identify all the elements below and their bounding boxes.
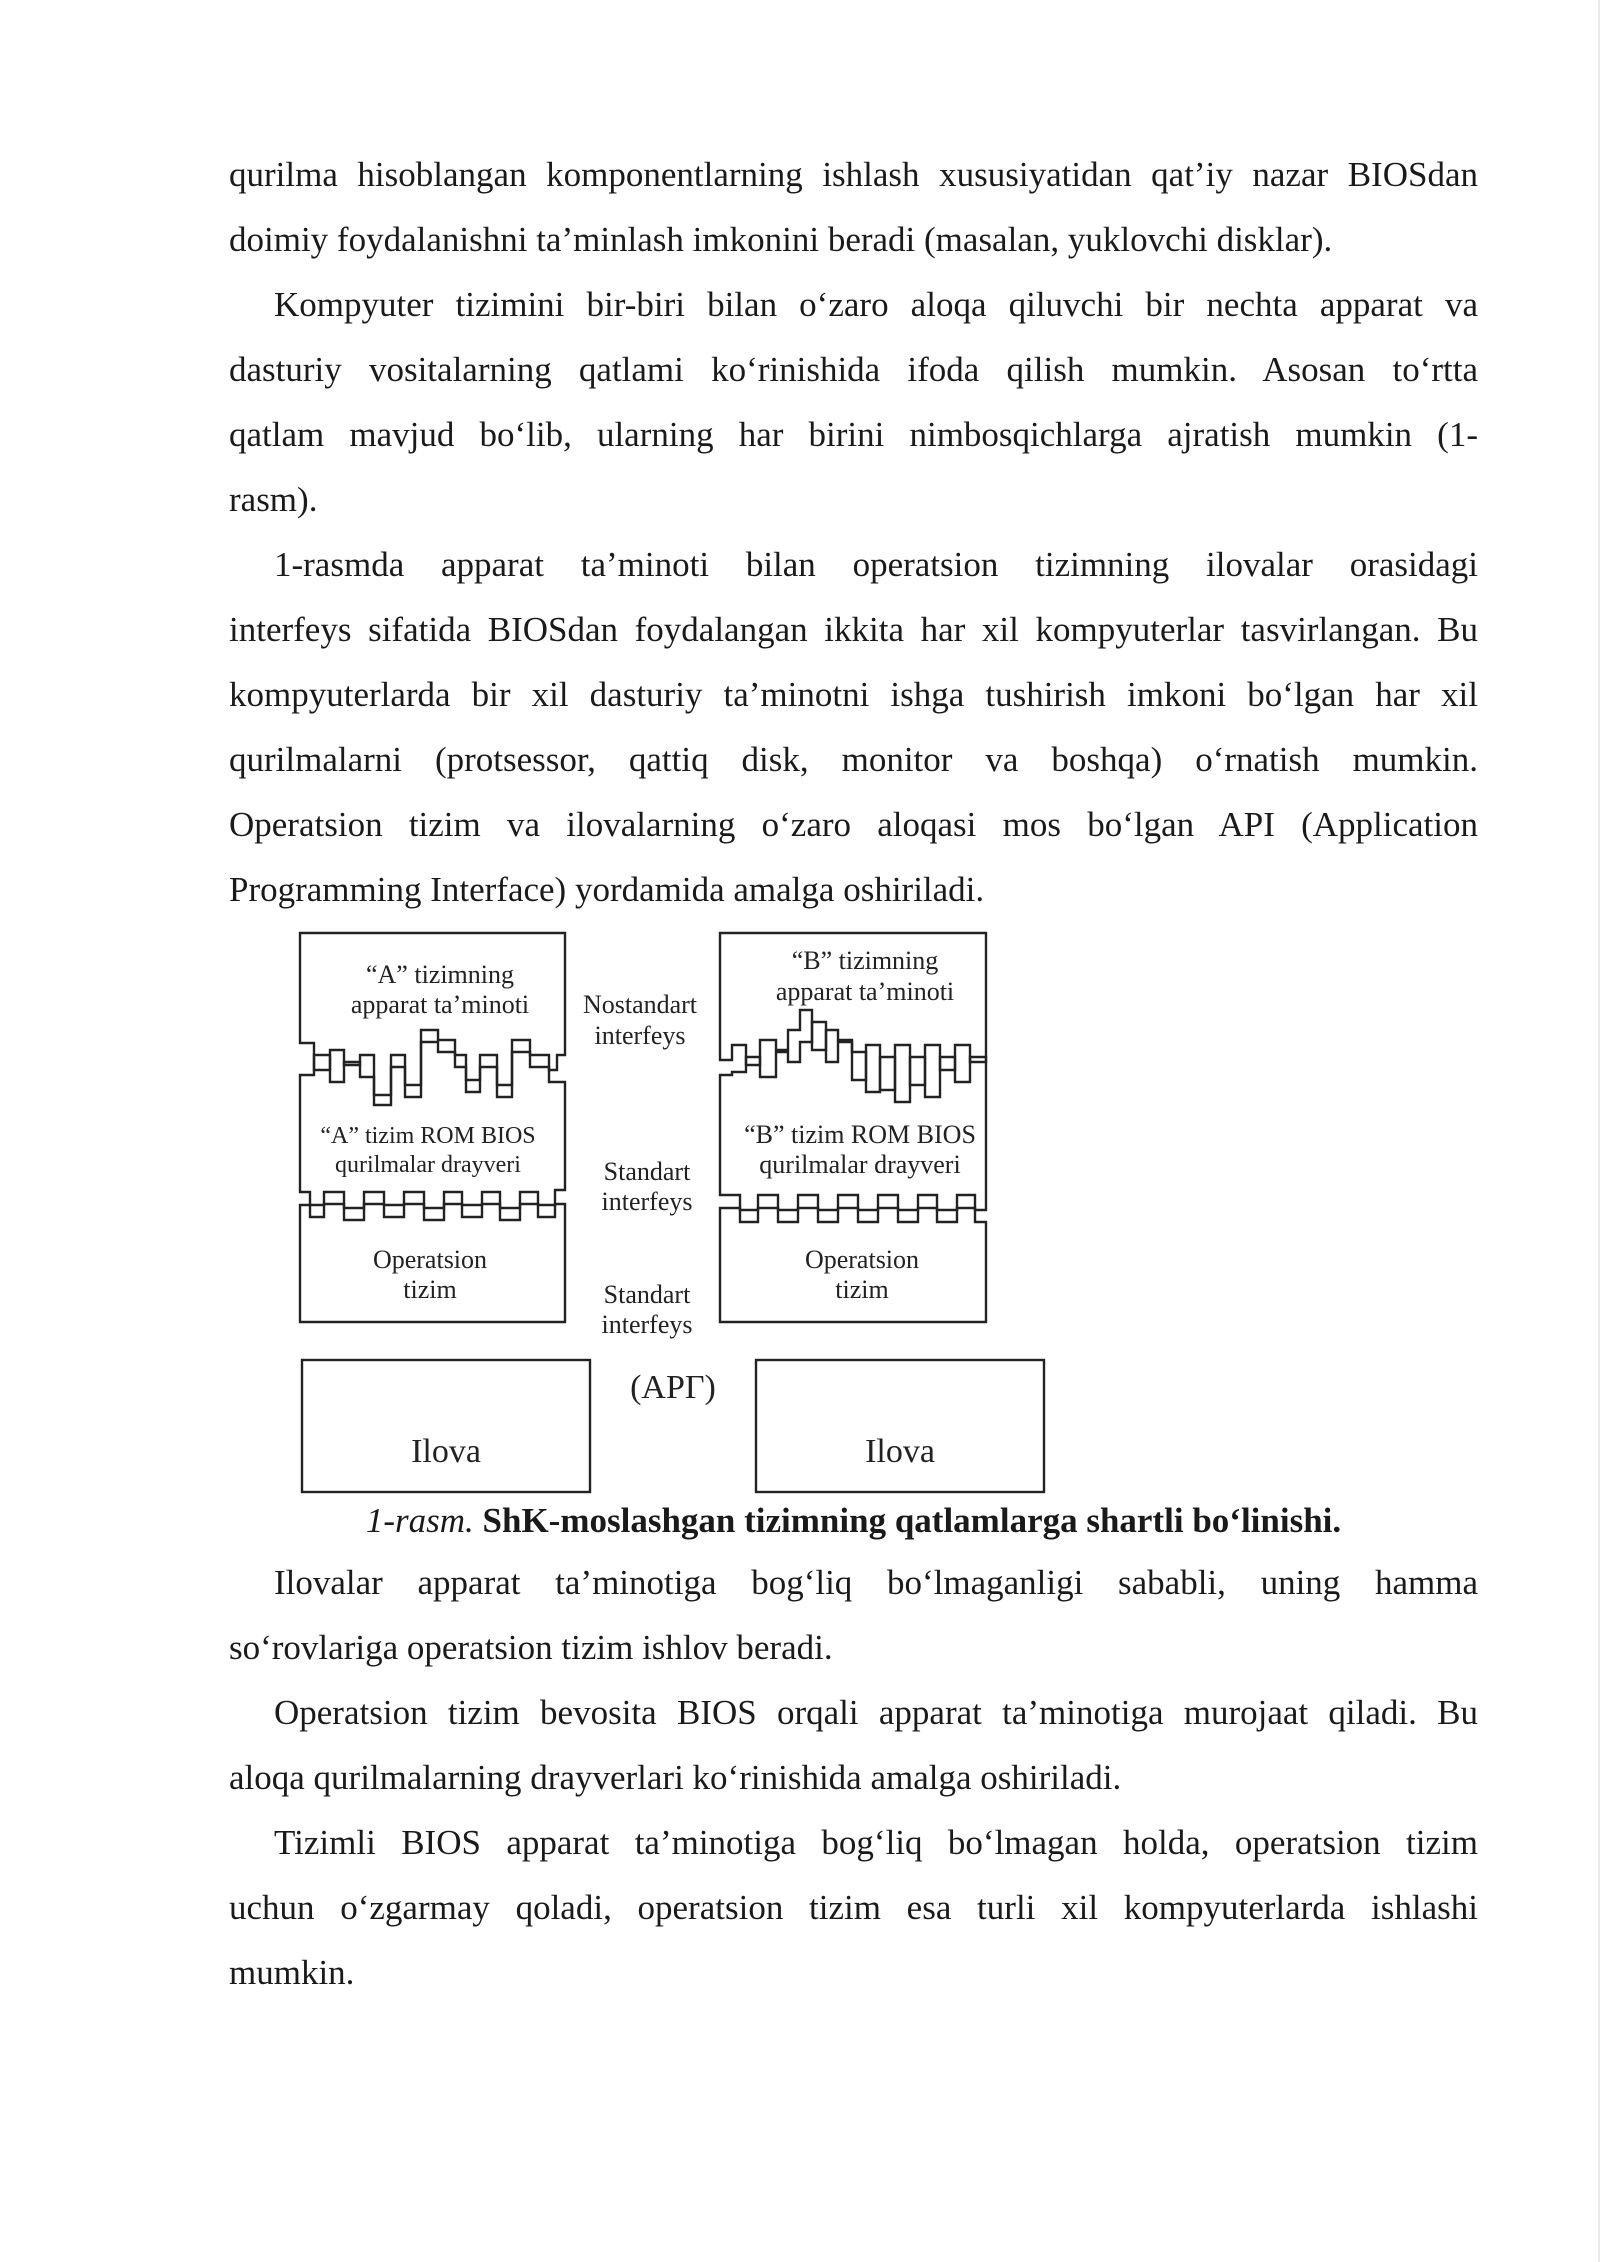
left-hardware-label-2: apparat ta’minoti (350, 990, 530, 1019)
left-hardware-label-1: “A” tizimning (365, 960, 515, 989)
left-bios-label-1: “A” tizim ROM BIOS (320, 1123, 536, 1149)
right-hardware-label-2: apparat ta’minoti (775, 977, 955, 1006)
standard-interface-2-label-1: Standart (603, 1280, 691, 1309)
text-line: 1-rasmda apparat ta’minoti bilan operatsion tizimning ilovalar orasidagi (274, 545, 1478, 584)
right-os-label-1: Operatsion (804, 1245, 920, 1274)
right-bios-label-1: “B” tizim ROM BIOS (744, 1120, 976, 1149)
text-line: interfeys sifatida BIOSdan foydalangan ikkita har xil kompyuterlar tasvirlangan. Bu (229, 610, 1478, 649)
right-os-label-2: tizim (835, 1275, 889, 1304)
text-line: Operatsion tizim bevosita BIOS orqali apparat ta’minotiga murojaat qiladi. Bu (274, 1693, 1478, 1732)
text-line: so‘rovlariga operatsion tizim ishlov beradi. (229, 1628, 833, 1667)
left-app-label: Ilova (411, 1433, 481, 1470)
text-line: Ilovalar apparat ta’minotiga bog‘liq bo‘lmaganligi sababli, uning hamma (274, 1563, 1478, 1602)
text-line: rasm). (229, 480, 318, 519)
api-label: (APГ) (630, 1369, 716, 1406)
text-line: qatlam mavjud bo‘lib, ularning har birini nimbosqichlarga ajratish mumkin (1- (229, 415, 1478, 454)
left-os-label-2: tizim (403, 1275, 457, 1304)
standard-interface-2-label-2: interfeys (601, 1310, 693, 1339)
figure-caption (229, 1498, 1478, 1543)
text-line: mumkin. (229, 1953, 355, 1992)
text-line: qurilmalarni (protsessor, qattiq disk, monitor va boshqa) o‘rnatish mumkin. (229, 740, 1478, 779)
caption-title: ShK-moslashgan tizimning qatlamlarga shartli bo‘linishi. (482, 1501, 1342, 1540)
left-app-box (302, 1360, 590, 1492)
text-line: doimiy foydalanishni ta’minlash imkonini beradi (masalan, yuklovchi disklar). (229, 220, 1333, 259)
text-line: Programming Interface) yordamida amalga oshiriladi. (229, 870, 985, 909)
standard-interface-label-2: interfeys (601, 1187, 693, 1216)
right-app-box (756, 1360, 1044, 1492)
standard-interface-label-1: Standart (603, 1157, 691, 1186)
text-line: dasturiy vositalarning qatlami ko‘rinishida ifoda qilish mumkin. Asosan to‘rtta (229, 350, 1478, 389)
text-line: Kompyuter tizimini bir-biri bilan o‘zaro aloqa qiluvchi bir nechta apparat va (274, 285, 1478, 324)
caption-number: 1-rasm. (365, 1501, 474, 1540)
text-line: Operatsion tizim va ilovalarning o‘zaro aloqasi mos bo‘lgan API (Application (229, 805, 1478, 844)
text-line: aloqa qurilmalarning drayverlari ko‘rinishida amalga oshiriladi. (229, 1758, 1122, 1797)
text-line: uchun o‘zgarmay qoladi, operatsion tizim esa turli xil kompyuterlarda ishlashi (229, 1888, 1478, 1927)
right-hardware-label-1: “B” tizimning (791, 946, 939, 975)
text-line: qurilma hisoblangan komponentlarning ishlash xususiyatidan qat’iy nazar BIOSdan (229, 155, 1478, 194)
right-app-label: Ilova (865, 1433, 935, 1470)
nonstandard-interface-label-2: interfeys (594, 1021, 686, 1050)
text-line: Tizimli BIOS apparat ta’minotiga bog‘liq bo‘lmagan holda, operatsion tizim (274, 1823, 1478, 1862)
right-bios-label-2: qurilmalar drayveri (759, 1150, 961, 1179)
left-os-label-1: Operatsion (372, 1245, 488, 1274)
left-bios-label-2: qurilmalar drayveri (335, 1152, 521, 1178)
text-line: kompyuterlarda bir xil dasturiy ta’minotni ishga tushirish imkoni bo‘lgan har xil (229, 675, 1478, 714)
nonstandard-interface-label-1: Nostandart (582, 990, 698, 1019)
